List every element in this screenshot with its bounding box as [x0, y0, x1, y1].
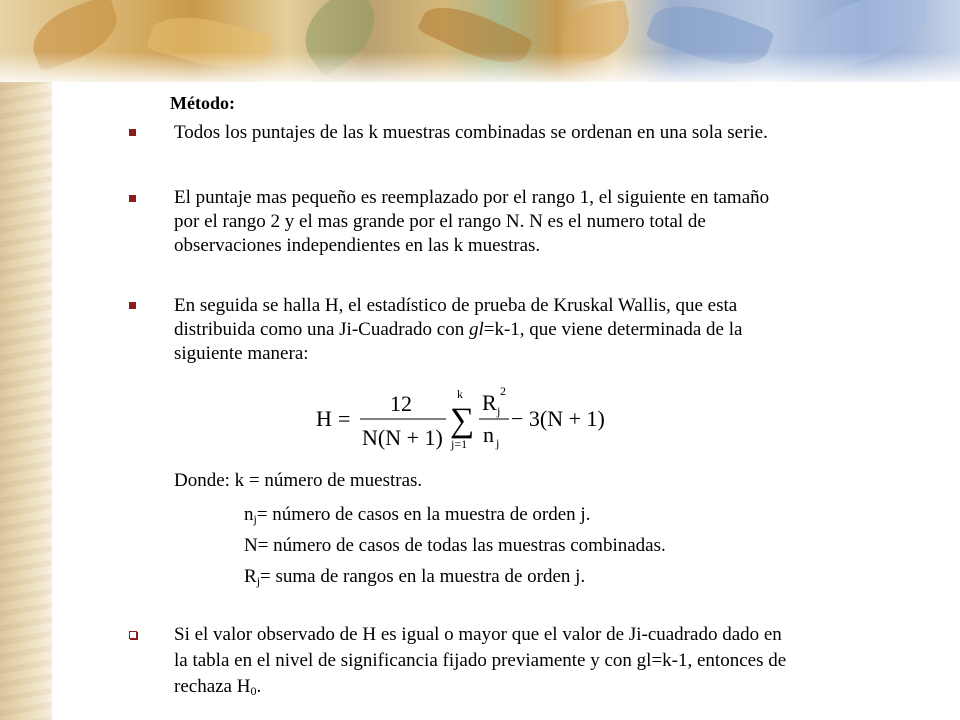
- bullet-3-line-2-post: =k-1, que viene determinada de la: [483, 319, 743, 340]
- def-rj-var: R: [244, 566, 257, 587]
- formula-lhs: H: [316, 406, 332, 431]
- final-line-3-post: .: [256, 676, 262, 697]
- formula-equals: =: [338, 406, 351, 431]
- def-nj-sub: j: [253, 512, 257, 526]
- final-line-2: la tabla en el nivel de significancia fijado previamente y con gl=k-1, entonces de: [174, 650, 787, 671]
- def-rj-sub: j: [256, 574, 261, 588]
- def-nj: [244, 503, 590, 527]
- final-line-1: Si el valor observado de H es igual o mayor que el valor de Ji-cuadrado dado en: [174, 624, 782, 645]
- gl-italic: gl: [468, 319, 484, 340]
- bullet-1-line-1: Todos los puntajes de las k muestras combinadas se ordenan en una sola serie.: [174, 122, 768, 143]
- def-rj: [244, 565, 585, 589]
- bullet-2-line-1: El puntaje mas pequeño es reemplazado por el rango 1, el siguiente en tamaño: [174, 187, 770, 208]
- checkbox-bullet-icon: [129, 631, 137, 639]
- bullet-3-line-2-pre: distribuida como una Ji-Cuadrado con: [174, 319, 469, 340]
- bullet-3-line-1: En seguida se halla H, el estadístico de prueba de Kruskal Wallis, que esta: [174, 295, 738, 316]
- bullet-3-line-3: siguiente manera:: [174, 343, 309, 364]
- formula-sum-symbol: ∑: [450, 402, 475, 439]
- formula-n: n: [483, 422, 494, 447]
- final-line-3: [174, 675, 261, 699]
- final-line-3-sub: 0: [250, 684, 257, 698]
- formula-sum-lower: j=1: [451, 437, 468, 451]
- def-rj-text: = suma de rangos en la muestra de orden j.: [260, 566, 586, 587]
- method-heading: Método:: [170, 93, 235, 113]
- formula-numerator: 12: [390, 391, 412, 416]
- donde-line: Donde: k = número de muestras.: [174, 470, 423, 491]
- bullet-2-line-2: por el rango 2 y el mas grande por el rango N. N es el numero total de: [174, 211, 706, 232]
- formula-r-sub: j: [497, 404, 501, 418]
- formula-sum-upper: k: [457, 387, 463, 401]
- formula-tail: − 3(N + 1): [511, 406, 605, 431]
- def-nj-text: = número de casos en la muestra de orden j.: [256, 504, 591, 525]
- formula-n-sub: j: [496, 436, 500, 450]
- def-N: N= número de casos de todas las muestras combinadas.: [244, 535, 666, 556]
- kruskal-wallis-formula: [312, 384, 612, 456]
- formula-denominator: N(N + 1): [362, 425, 443, 450]
- bullet-2-line-3: observaciones independientes en las k muestras.: [174, 235, 541, 256]
- formula-r: R: [482, 390, 497, 415]
- final-line-3-pre: rechaza H: [174, 676, 251, 697]
- def-nj-var: n: [244, 504, 254, 525]
- square-bullet-icon: [129, 302, 136, 309]
- square-bullet-icon: [129, 129, 136, 136]
- bullet-3-line-2: [174, 318, 742, 342]
- square-bullet-icon: [129, 195, 136, 202]
- formula-r-sup: 2: [500, 384, 506, 398]
